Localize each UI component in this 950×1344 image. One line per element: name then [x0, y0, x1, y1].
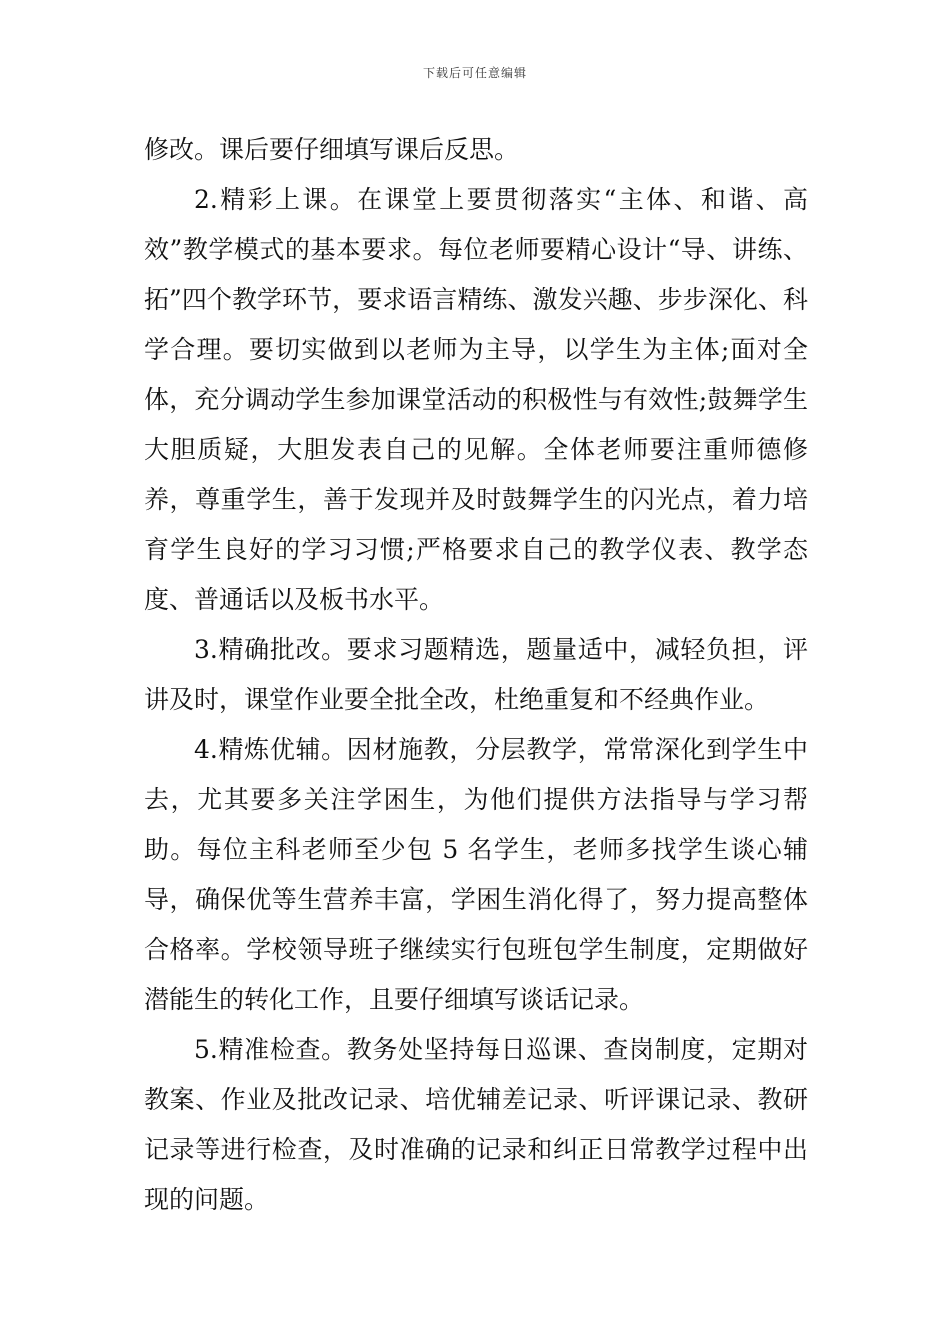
paragraph-item-2: 2.精彩上课。在课堂上要贯彻落实“主体、和谐、高效”教学模式的基本要求。每位老师要精心设计“导、讲练、拓”四个教学环节，要求语言精练、激发兴趣、步步深化、科学合理。要切实做到以老师为主导，以学生为主体;面对全体，充分调动学生参加课堂活动的积极性与有效性;鼓舞学生大胆质疑，大胆发表自己的见解。全体老师要注重师德修养，尊重学生，善于发现并及时鼓舞学生的闪光点，着力培育学生良好的学习习惯;严格要求自己的教学仪表、教学态度、普通话以及板书水平。: [144, 185, 808, 614]
paragraph-item-5: 5.精准检查。教务处坚持每日巡课、查岗制度，定期对教案、作业及批改记录、培优辅差记录、听评课记录、教研记录等进行检查，及时准确的记录和纠正日常教学过程中出现的问题。: [144, 1035, 808, 1214]
paragraph-continuation: 修改。课后要仔细填写课后反思。: [144, 135, 520, 164]
paragraph-item-4: 4.精炼优辅。因材施教，分层教学，常常深化到学生中去，尤其要多关注学困生，为他们提供方法指导与学习帮助。每位主科老师至少包 5 名学生，老师多找学生谈心辅导，确保优等生营养丰富，学困生消化得了，努力提高整体合格率。学校领导班子继续实行包班包学生制度，定期做好潜能生的转化工作，且要仔细填写谈话记录。: [144, 735, 808, 1014]
document-body: [144, 125, 808, 1225]
paragraph-item-3: 3.精确批改。要求习题精选，题量适中，减轻负担，评讲及时，课堂作业要全批全改，杜绝重复和不经典作业。: [144, 635, 808, 714]
page-header-note: 下载后可任意编辑: [422, 66, 527, 80]
